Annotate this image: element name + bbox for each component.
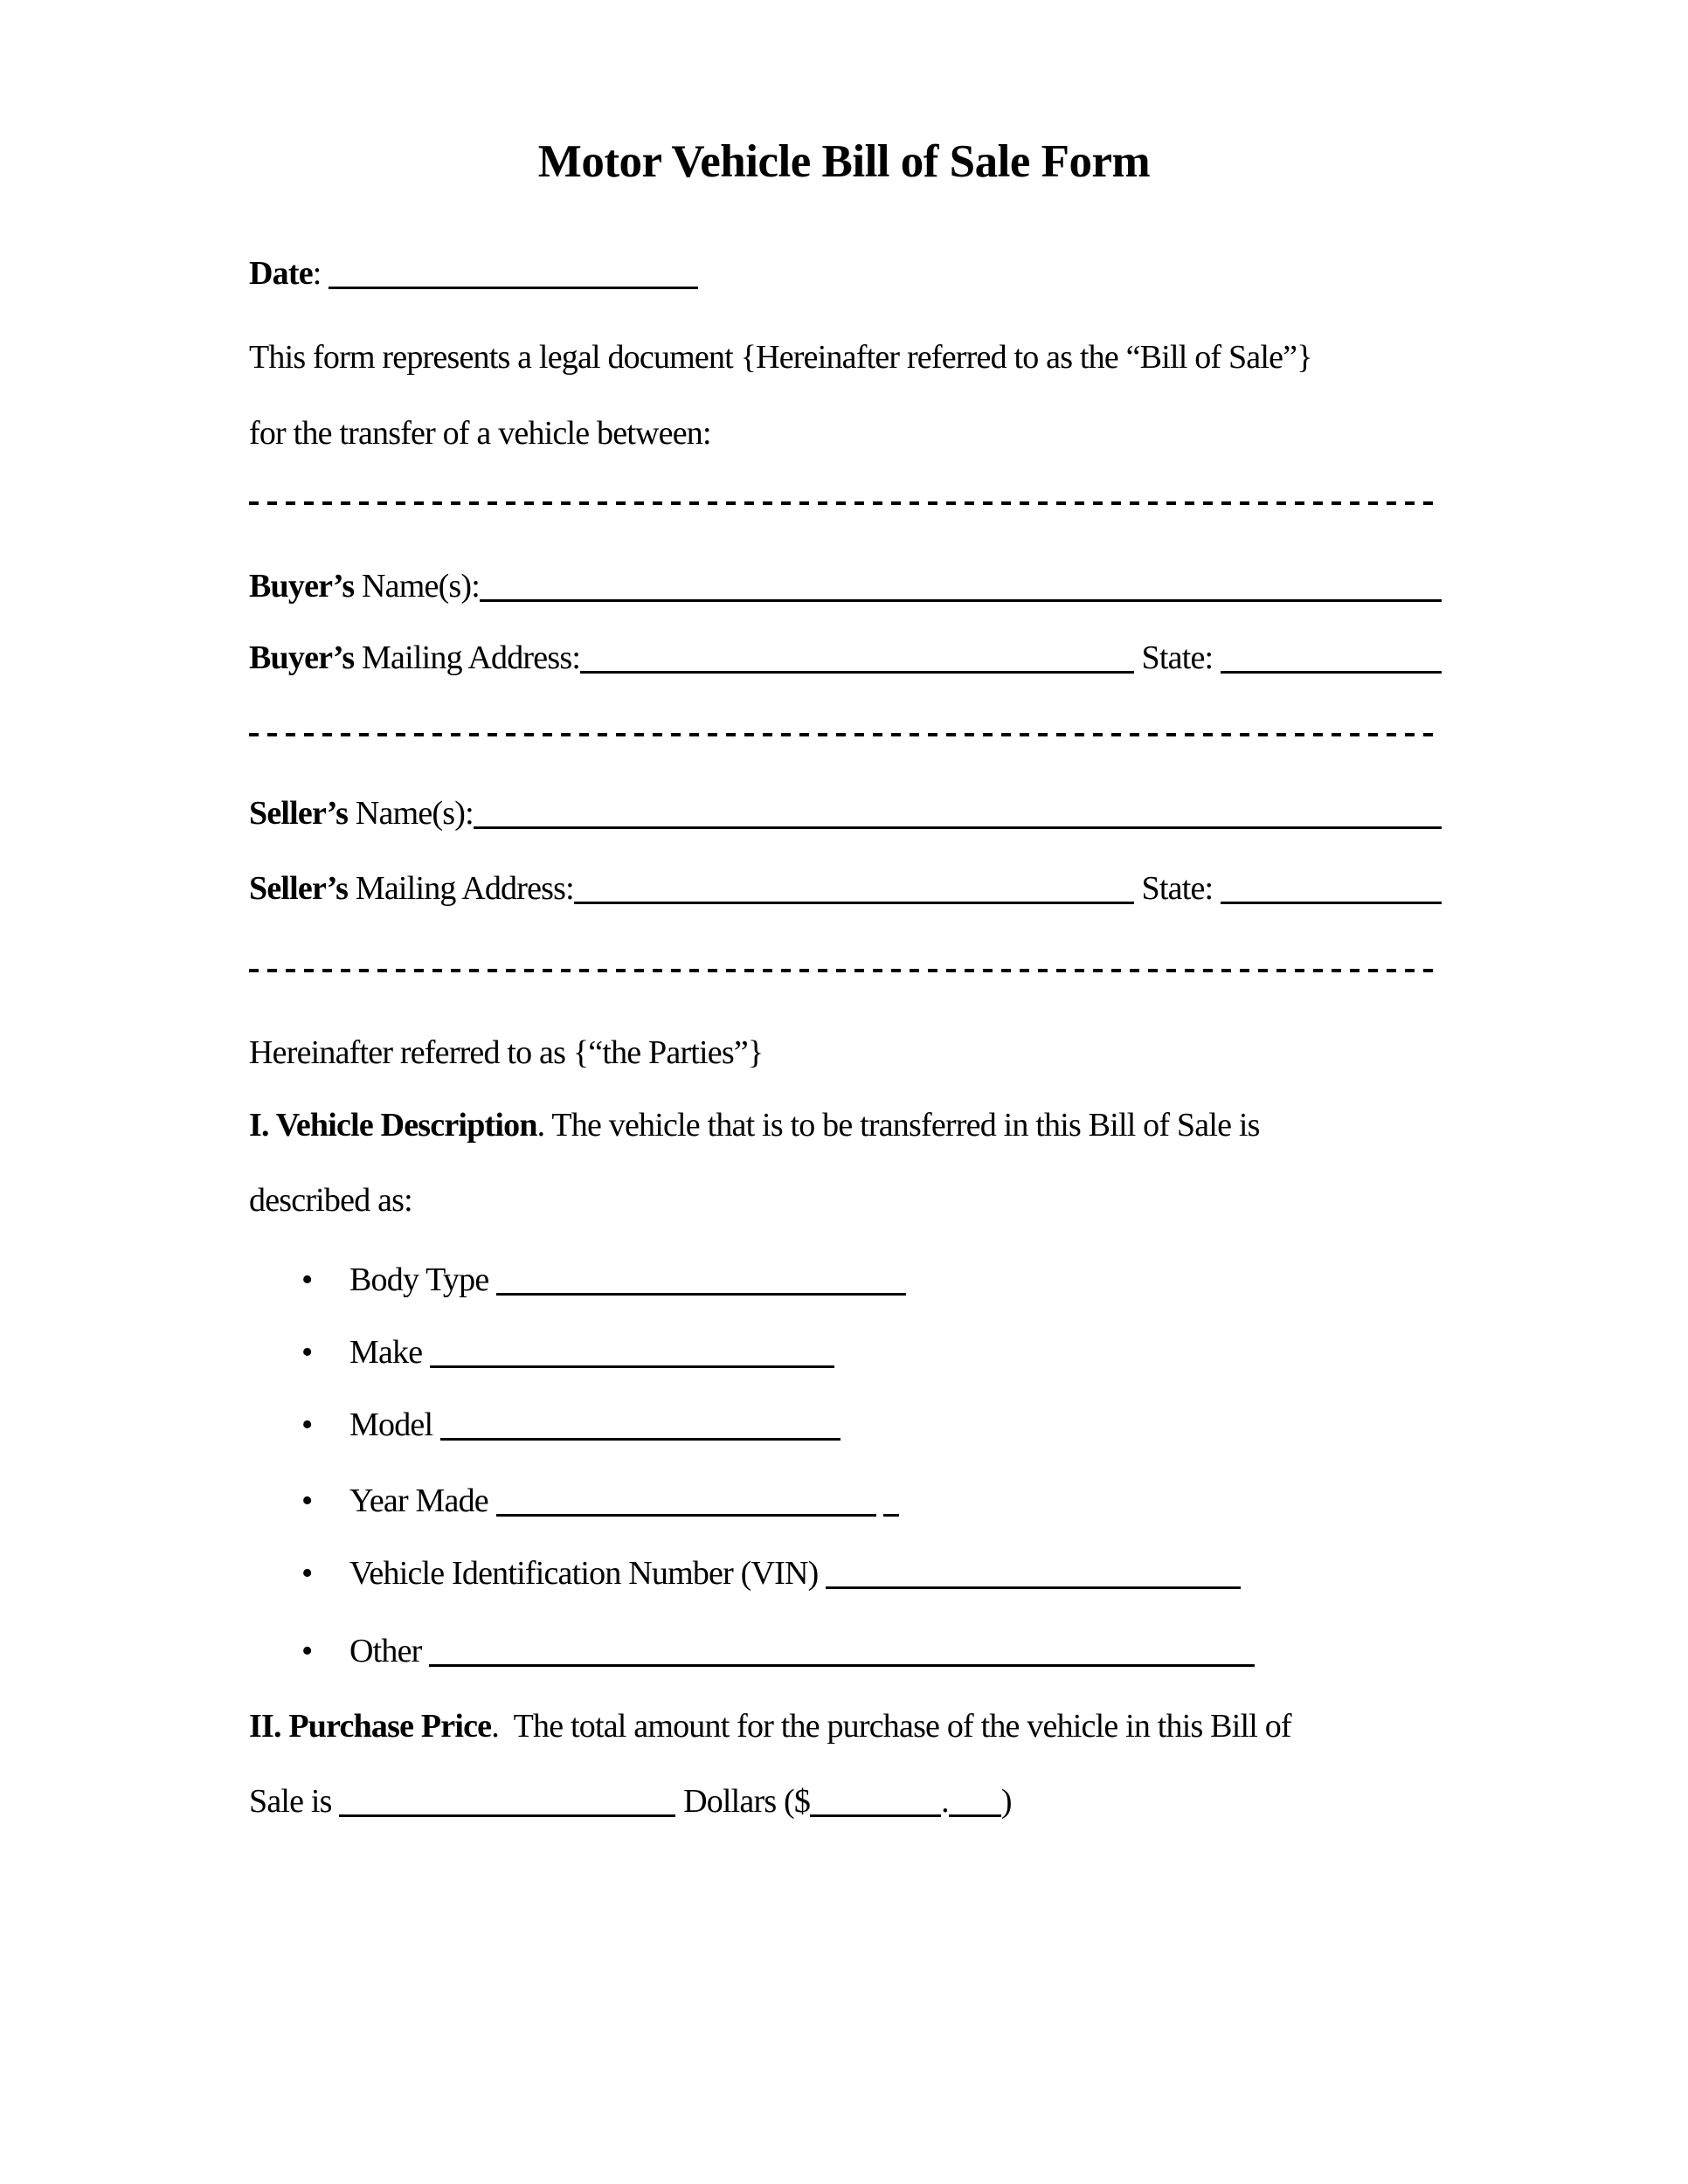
seller-state-label: State: [1133, 870, 1221, 907]
make-blank-line [430, 1365, 834, 1368]
sale-amount-row [249, 1782, 1442, 1821]
body-type-label: Body Type [349, 1261, 497, 1298]
separator-dashed-line-1 [249, 501, 1442, 505]
seller-mailing-blank-line [574, 902, 1134, 904]
body-type-blank-line [496, 1293, 906, 1296]
date-label: Date [249, 255, 313, 292]
separator-dashed-line-2 [249, 733, 1442, 736]
sale-amount-words-blank-line [339, 1814, 675, 1817]
purchase-price-heading [249, 1707, 1442, 1745]
other-label: Other [349, 1633, 430, 1669]
seller-name-label-bold: Seller’s [249, 795, 349, 832]
dollars-label: Dollars ($ [675, 1783, 811, 1820]
seller-name-blank-line [474, 826, 1442, 829]
bullet-icon: • [301, 1555, 313, 1592]
parties-reference-line: Hereinafter referred to as {“the Parties”} [249, 1034, 764, 1071]
dollars-amount-blank-line [810, 1814, 941, 1817]
vehicle-description-heading-bold: I. Vehicle Description [249, 1107, 537, 1144]
year-made-blank-line [496, 1514, 876, 1517]
bullet-item-other [301, 1632, 1442, 1670]
bullet-item-body-type [301, 1261, 1442, 1299]
bullet-icon: • [301, 1334, 313, 1371]
purchase-price-heading-bold: II. Purchase Price [249, 1708, 492, 1745]
buyer-name-label-bold: Buyer’s [249, 568, 355, 605]
close-paren: ) [1000, 1783, 1012, 1820]
vehicle-description-heading-rest: . The vehicle that is to be transferred in this Bill of Sale is [536, 1107, 1260, 1144]
model-label: Model [349, 1406, 440, 1443]
bullet-item-vin [301, 1554, 1442, 1593]
seller-state-blank-line [1221, 902, 1442, 904]
bullet-icon: • [301, 1261, 313, 1298]
make-label: Make [349, 1334, 431, 1371]
bullet-icon: • [301, 1406, 313, 1443]
vehicle-description-heading-cont: described as: [249, 1182, 412, 1219]
purchase-price-heading-rest: . The total amount for the purchase of the vehicle in this Bill of [491, 1708, 1291, 1745]
seller-name-label: Name(s): [348, 795, 474, 832]
bullet-item-year-made [301, 1482, 1442, 1520]
date-colon: : [312, 255, 329, 292]
seller-mailing-label: Mailing Address: [348, 870, 574, 907]
other-blank-line [429, 1664, 1255, 1667]
date-row [249, 254, 1442, 293]
buyer-name-blank-line [480, 599, 1442, 602]
buyer-state-blank-line [1221, 671, 1442, 674]
seller-name-row [249, 794, 1442, 833]
buyer-mailing-blank-line [580, 671, 1134, 674]
sale-prefix-label: Sale is [249, 1783, 340, 1820]
year-made-blank-line-extra [883, 1514, 899, 1517]
intro-paragraph-line-2: for the transfer of a vehicle between: [249, 415, 711, 452]
cents-amount-blank-line [949, 1814, 1001, 1817]
model-blank-line [440, 1438, 841, 1441]
bullet-item-model [301, 1406, 1442, 1444]
decimal-point: . [941, 1783, 949, 1820]
buyer-state-label: State: [1133, 639, 1221, 676]
buyer-mailing-label: Mailing Address: [354, 639, 581, 676]
seller-mailing-row [249, 869, 1442, 908]
buyer-name-label: Name(s): [354, 568, 481, 605]
bullet-icon: • [301, 1633, 313, 1669]
vin-label: Vehicle Identification Number (VIN) [349, 1555, 827, 1592]
bullet-icon: • [301, 1482, 313, 1519]
vehicle-description-heading [249, 1106, 1442, 1144]
seller-mailing-label-bold: Seller’s [249, 870, 349, 907]
bullet-item-make [301, 1333, 1442, 1372]
date-blank-line [329, 287, 698, 289]
buyer-mailing-label-bold: Buyer’s [249, 639, 355, 676]
document-title: Motor Vehicle Bill of Sale Form [537, 136, 1151, 187]
intro-paragraph-line-1: This form represents a legal document {Hereinafter referred to as the “Bill of Sale”} [249, 339, 1312, 376]
year-made-label: Year Made [349, 1482, 496, 1519]
separator-dashed-line-3 [249, 969, 1442, 972]
vin-blank-line [826, 1586, 1241, 1589]
buyer-mailing-row [249, 639, 1442, 677]
buyer-name-row [249, 567, 1442, 605]
